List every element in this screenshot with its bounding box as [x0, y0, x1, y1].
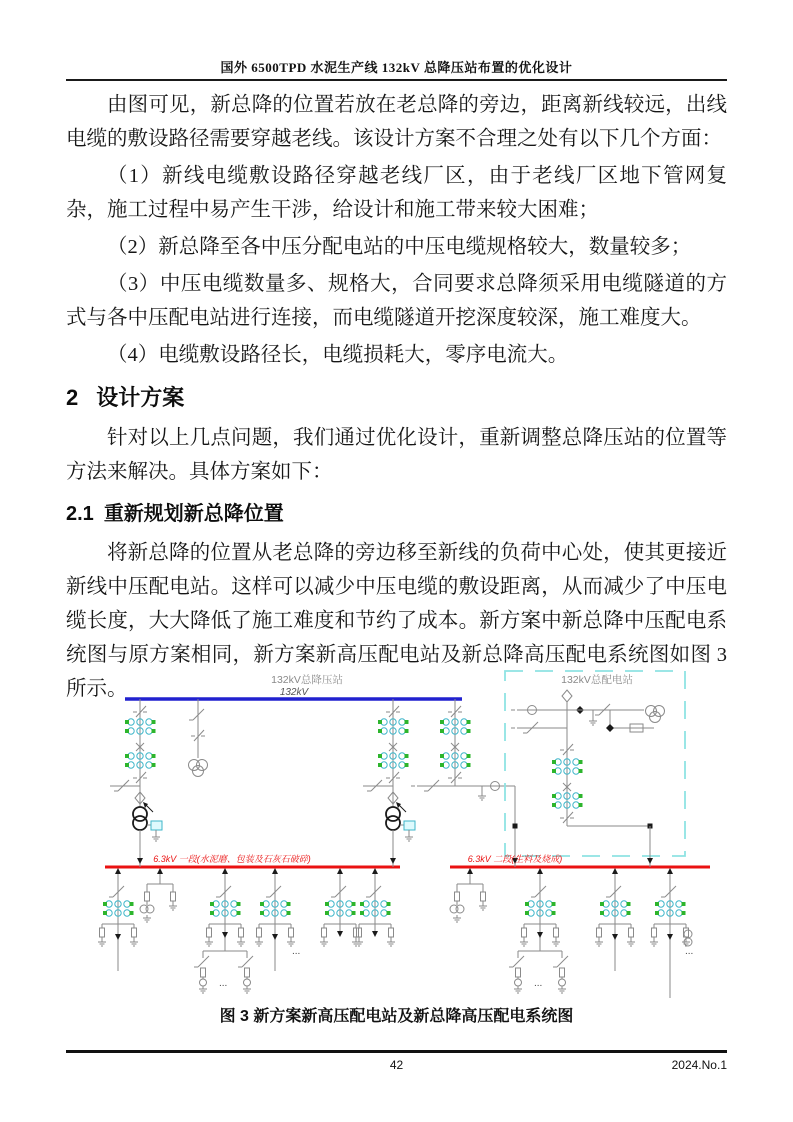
single-line-diagram — [70, 666, 730, 1001]
section-2-paragraph: 针对以上几点问题，我们通过优化设计，重新调整总降压站的位置等方法来解决。具体方案如下： — [66, 427, 727, 483]
paragraph-intro: 由图可见，新总降的位置若放在老总降的旁边，距离新线较远，出线电缆的敷设路径需要穿越老线。该设计方案不合理之处有以下几个方面： — [66, 94, 727, 150]
running-head-title: 国外 6500TPD 水泥生产线 132kV 总降压站布置的优化设计 — [220, 60, 573, 75]
list-item-1: （1）新线电缆敷设路径穿越老线厂区，由于老线厂区地下管网复杂，施工过程中易产生干涉，给设计和施工带来较大困难； — [66, 165, 727, 221]
ellipsis: ... — [534, 978, 543, 989]
label-bus-mv2: 6.3kV 二段(生料及烧成) — [467, 854, 563, 864]
label-bus-132kv: 132kV — [279, 687, 309, 698]
label-bus-mv1: 6.3kV 一段(水泥磨、包装及石灰石破碎) — [153, 854, 311, 864]
issue-label: 2024.No.1 — [671, 1058, 727, 1072]
body-content — [66, 88, 727, 709]
list-item-2: （2）新总降至各中压分配电站的中压电缆规格较大，数量较多； — [107, 236, 692, 258]
section-2-title: 设计方案 — [96, 385, 185, 410]
page-number: 42 — [389, 1058, 404, 1072]
figure-caption: 图 3 新方案新高压配电站及新总降高压配电系统图 — [219, 1008, 574, 1025]
header-rule — [66, 79, 727, 81]
section-2-1-title: 重新规划新总降位置 — [103, 503, 284, 525]
section-2-1-paragraph: 将新总降的位置从老总降的旁边移至新线的负荷中心处，使其更接近新线中压配电站。这样可以减少中压电缆的敷设距离，从而减少了中压电缆长度，大大降低了施工难度和节约了成本。新方案中新总降中压配电系统图与原方案相同，新方案新高压配电站及新总降高压配电系统图如图 3 所示。 — [66, 542, 727, 700]
ellipsis: ... — [685, 946, 694, 957]
footer-rule — [66, 1050, 727, 1053]
section-2-heading — [66, 381, 727, 415]
list-item-4: （4）电缆敷设路径长，电缆损耗大，零序电流大。 — [107, 344, 569, 366]
section-2-1-heading — [66, 497, 727, 531]
list-item-3: （3）中压电缆数量多、规格大，合同要求总降须采用电缆隧道的方式与各中压配电站进行连接，而电缆隧道开挖深度较深，施工难度大。 — [66, 273, 727, 329]
section-2-1-number: 2.1 — [66, 503, 94, 525]
ellipsis: ... — [292, 946, 301, 957]
ellipsis: ... — [219, 978, 228, 989]
label-station-left: 132kV总降压站 — [271, 674, 343, 686]
label-station-right: 132kV总配电站 — [561, 674, 633, 686]
figure-diagram — [70, 666, 730, 1001]
section-2-number: 2 — [66, 385, 79, 410]
